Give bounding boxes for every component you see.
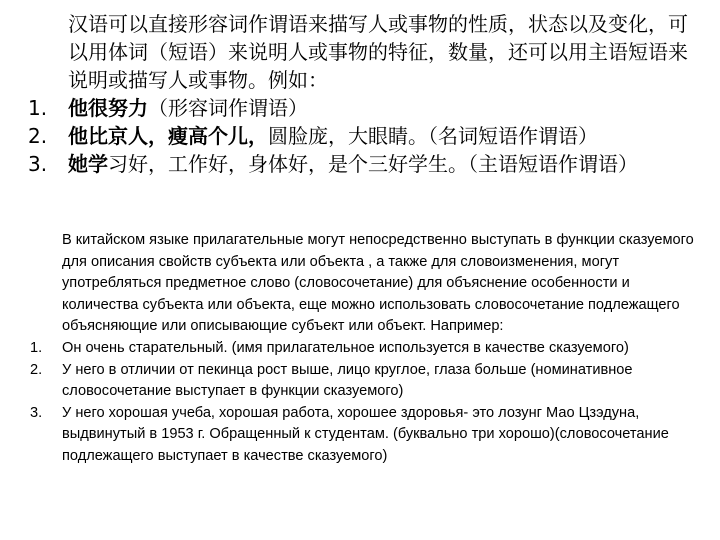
russian-intro: В китайском языке прилагательные могут непосредственно выступать в функции сказуемого для описания свойств субъекта или объекта , а также для словоизменения, могут употребляться предметное слово (словосочетание) для объяснение особенности и количества субъекта или объекта, еще можно использовать словосочетание подлежащего объясняющие или описывающие субъект или объект. Например: xyxy=(62,232,694,335)
chinese-example-item xyxy=(28,150,688,178)
example-text: 习好，工作好，身体好，是个三好学生。（主语短语作谓语） xyxy=(108,152,638,176)
list-number: 1. xyxy=(30,339,43,356)
russian-example-item xyxy=(30,338,702,360)
chinese-example-list xyxy=(28,94,688,178)
example-bold-text: 他比京人，瘦高个儿， xyxy=(68,124,268,148)
chinese-example-item xyxy=(28,122,688,150)
example-text: У него в отличии от пекинца рост выше, лицо круглое, глаза больше (номинативное словосочетание выступает в функции сказуемого) xyxy=(62,361,633,400)
example-text: （形容词作谓语） xyxy=(148,96,308,120)
chinese-intro: 汉语可以直接形容词作谓语来描写人或事物的性质，状态以及变化，可以用体词（短语）来说明人或事物的特征，数量，还可以用主语短语来说明或描写人或事物。例如： xyxy=(68,12,688,92)
example-text: 圆脸庞，大眼睛。（名词短语作谓语） xyxy=(268,124,598,148)
russian-example-item xyxy=(30,403,702,468)
list-number: 1. xyxy=(28,96,48,120)
example-text: Он очень старательный. (имя прилагательное используется в качестве сказуемого) xyxy=(62,339,629,356)
list-number: 2. xyxy=(30,361,43,378)
russian-example-list xyxy=(30,338,702,468)
list-number: 2. xyxy=(28,124,48,148)
chinese-text-block xyxy=(28,10,688,178)
example-bold-text: 她学 xyxy=(68,152,108,176)
example-text: У него хорошая учеба, хорошая работа, хорошее здоровья- это лозунг Мао Цзэдуна, выдвинутый в 1953 г. Обращенный к студентам. (буквально три хорошо)(словосочетание подлежащего выступает в качестве сказуемого) xyxy=(62,404,669,464)
chinese-example-item xyxy=(28,94,688,122)
example-bold-text: 他很努力 xyxy=(68,96,148,120)
russian-text-block xyxy=(30,230,702,468)
russian-example-item xyxy=(30,360,702,403)
list-number: 3. xyxy=(28,152,48,176)
list-number: 3. xyxy=(30,404,43,421)
